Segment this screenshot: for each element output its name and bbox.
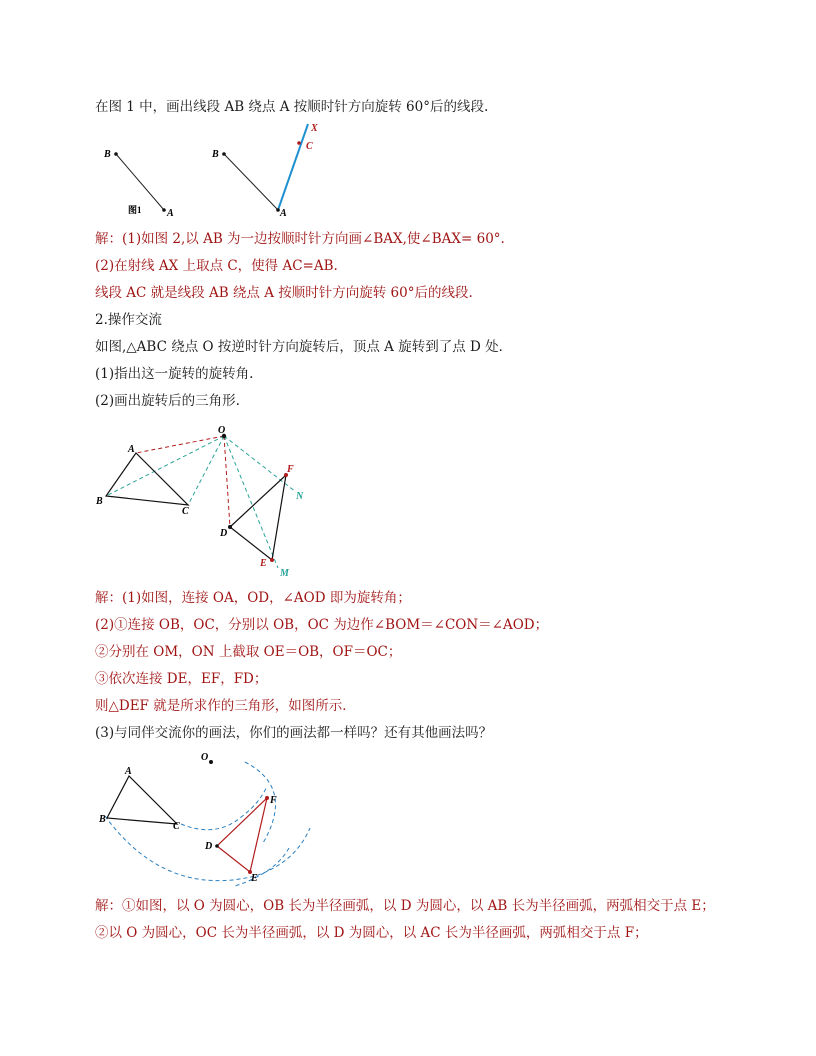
solution-2-part-1: 解：(1)如图，连接 OA，OD，∠AOD 即为旋转角； (95, 590, 411, 606)
question-2-part-2: (2)画出旋转后的三角形. (95, 393, 240, 409)
label-c: C (182, 506, 189, 517)
label-f: F (287, 464, 294, 475)
point-f (265, 796, 269, 800)
question-2-part-1: (1)指出这一旋转的旋转角. (95, 366, 254, 382)
figure-1 (100, 140, 190, 220)
segment-ab (224, 154, 278, 210)
figure-3 (92, 420, 322, 580)
segment-ab (116, 154, 164, 210)
label-n: N (296, 491, 304, 502)
arc-oc (181, 786, 267, 830)
label-d: D (205, 841, 213, 852)
dashed-on (224, 436, 296, 492)
solution-3-step-1: 解：①如图，以 O 为圆心，OB 长为半径画弧，以 D 为圆心，以 AB 长为半径画弧，两弧相交于点 E； (95, 898, 715, 914)
point-a (162, 208, 166, 212)
label-a: A (125, 766, 132, 777)
dashed-om (224, 436, 278, 568)
solution-2-step-2: ②分别在 OM，ON 上截取 OE＝OB，OF＝OC； (95, 644, 402, 660)
label-d: D (220, 528, 228, 539)
section-heading: 2.操作交流 (95, 312, 162, 328)
label-b: B (104, 149, 111, 160)
triangle-abc (106, 453, 188, 505)
label-x: X (311, 123, 318, 134)
figure-2 (210, 118, 330, 220)
triangle-def (217, 798, 267, 872)
figure-1-caption: 图1 (128, 205, 142, 215)
triangle-def (230, 475, 286, 560)
point-d (228, 525, 232, 529)
ray-ax (278, 124, 308, 210)
label-b: B (99, 814, 106, 825)
solution-2-step-3: ③依次连接 DE，EF，FD； (95, 671, 268, 687)
label-c: C (173, 821, 180, 832)
label-m: M (280, 568, 289, 579)
solution-2-conclusion: 则△DEF 就是所求作的三角形，如图所示． (95, 698, 356, 714)
solution-1-step-2: (2)在射线 AX 上取点 C，使得 AC=AB. (95, 258, 338, 274)
label-a: A (280, 208, 287, 219)
solution-3-step-2: ②以 O 为圆心，OC 长为半径画弧，以 D 为圆心，以 AC 长为半径画弧，两弧相交于点 F； (95, 925, 648, 941)
label-b: B (212, 149, 219, 160)
solution-2-step-1: (2)①连接 OB，OC，分别以 OB，OC 为边作∠BOM＝∠CON＝∠AOD； (95, 617, 549, 633)
point-b (222, 152, 226, 156)
solution-1-step-1: 解：(1)如图 2,以 AB 为一边按顺时针方向画∠BAX,使∠BAX= 60°. (95, 231, 505, 247)
label-e: E (260, 558, 267, 569)
dashed-ob (106, 436, 224, 496)
label-b: B (96, 496, 103, 507)
question-1-text: 在图 1 中，画出线段 AB 绕点 A 按顺时针方向旋转 60°后的线段. (95, 99, 489, 115)
label-o: O (218, 425, 226, 436)
question-3-text: (3)与同伴交流你的画法，你们的画法都一样吗？还有其他画法吗？ (95, 725, 493, 741)
dashed-oa (136, 436, 224, 453)
label-o: O (201, 752, 209, 763)
label-e: E (251, 873, 258, 884)
dashed-oc (188, 436, 224, 505)
label-f: F (270, 795, 277, 806)
label-a: A (167, 208, 174, 219)
solution-1-conclusion: 线段 AC 就是线段 AB 绕点 A 按顺时针方向旋转 60°后的线段. (95, 285, 473, 301)
triangle-abc (107, 776, 177, 824)
point-d (215, 844, 219, 848)
point-o (209, 760, 213, 764)
point-c (297, 141, 301, 145)
label-a: A (128, 444, 135, 455)
point-e (270, 558, 274, 562)
label-c: C (306, 141, 313, 152)
point-b (114, 152, 118, 156)
figure-4 (95, 748, 305, 888)
question-2-text: 如图,△ABC 绕点 O 按逆时针方向旋转后，顶点 A 旋转到了点 D 处． (95, 339, 513, 355)
